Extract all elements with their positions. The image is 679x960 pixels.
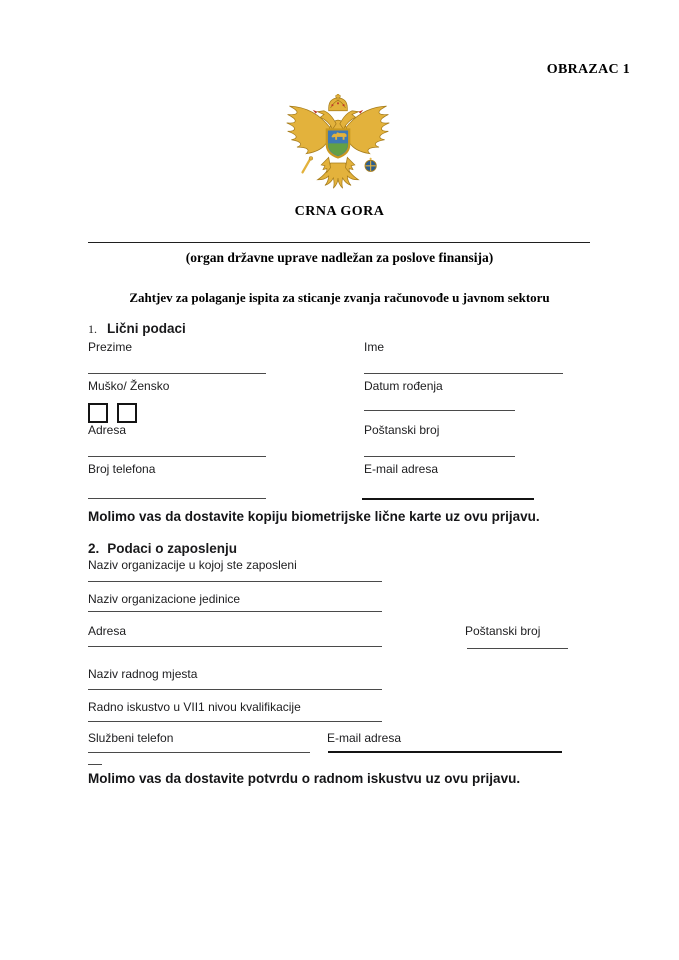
fill-line-postal-code-1[interactable] (364, 456, 515, 457)
section2-note: Molimo vas da dostavite potvrdu o radnom iskustvu uz ovu prijavu. (88, 771, 521, 786)
fill-line-email-2[interactable] (328, 751, 562, 753)
section2-number: 2. (88, 541, 100, 556)
label-org-name: Naziv organizacije u kojoj ste zaposleni (88, 558, 297, 572)
gender-checkbox-female[interactable] (117, 403, 137, 423)
label-email-2: E-mail adresa (327, 731, 402, 745)
label-phone: Broj telefona (88, 462, 156, 476)
fill-line-last-name[interactable] (88, 373, 266, 374)
fill-line-email-1[interactable] (362, 498, 534, 500)
section1-title: Lični podaci (107, 321, 186, 336)
scepter-icon (303, 156, 313, 172)
fill-line-office-phone[interactable] (88, 752, 310, 753)
country-name: CRNA GORA (294, 204, 385, 219)
label-office-phone: Službeni telefon (88, 731, 174, 745)
label-postal-code-1: Poštanski broj (364, 423, 440, 437)
gender-checkbox-male[interactable] (88, 403, 108, 423)
authority-caption: (organ državne uprave nadležan za poslove finansija) (185, 250, 494, 265)
label-postal-code-2: Poštanski broj (465, 624, 541, 638)
fill-line-work-experience[interactable] (88, 721, 382, 722)
fill-line-org-name[interactable] (88, 581, 382, 582)
label-address-1: Adresa (88, 423, 127, 437)
label-org-unit: Naziv organizacione jedinice (88, 592, 241, 606)
fill-line-postal-code-2[interactable] (467, 648, 568, 649)
label-job-title: Naziv radnog mjesta (88, 667, 198, 681)
montenegro-coat-of-arms (282, 94, 394, 191)
label-address-2: Adresa (88, 624, 127, 638)
fill-line-org-unit[interactable] (88, 611, 382, 612)
label-email-1: E-mail adresa (364, 462, 439, 476)
label-birth-date: Datum rođenja (364, 379, 443, 393)
shield-icon (327, 129, 349, 157)
orb-icon (365, 158, 376, 172)
coat-of-arms-icon (282, 94, 394, 191)
label-first-name: Ime (364, 340, 385, 354)
fill-line-phone[interactable] (88, 498, 266, 499)
fill-line-address-1[interactable] (88, 456, 266, 457)
section1-heading (88, 321, 186, 337)
form-title: Zahtjev za polaganje ispita za sticanje zvanja računovođe u javnom sektoru (129, 290, 550, 305)
label-work-experience: Radno iskustvo u VII1 nivou kvalifikacije (88, 700, 301, 714)
fill-line-job-title[interactable] (88, 689, 382, 690)
section2-heading (88, 541, 237, 556)
fill-line-birth-date[interactable] (364, 410, 515, 411)
section1-note: Molimo vas da dostavite kopiju biometrijske lične karte uz ovu prijavu. (88, 509, 540, 524)
section2-title: Podaci o zaposlenju (107, 541, 238, 556)
section1-number: 1. (88, 322, 97, 336)
fill-line-first-name[interactable] (364, 373, 563, 374)
label-last-name: Prezime (88, 340, 133, 354)
fill-line-address-2[interactable] (88, 646, 382, 647)
fill-line-continuation[interactable] (88, 764, 102, 765)
form-code: OBRAZAC 1 (546, 62, 630, 77)
label-gender: Muško/ Žensko (88, 379, 170, 393)
authority-fill-line[interactable] (88, 242, 590, 243)
